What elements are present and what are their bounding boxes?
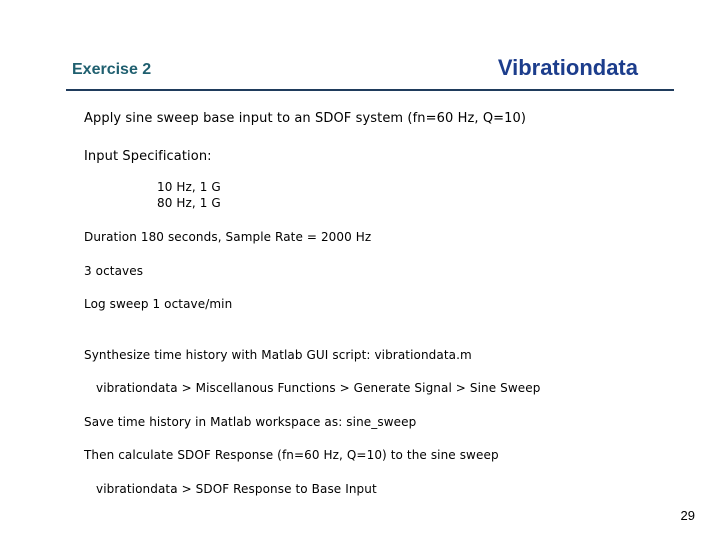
duration-text: Duration 180 seconds, Sample Rate = 2000 Hz bbox=[84, 230, 372, 244]
slide-title: Exercise 2 bbox=[72, 61, 152, 78]
sweep-text: Log sweep 1 octave/min bbox=[84, 297, 233, 311]
spec-line-2: 80 Hz, 1 G bbox=[157, 196, 221, 210]
calculate-instruction: Then calculate SDOF Response (fn=60 Hz, Q=10) to the sine sweep bbox=[84, 448, 499, 462]
brand-name: Vibrationdata bbox=[497, 55, 638, 80]
synthesize-text: Synthesize time history with Matlab GUI script: vibrationdata.m bbox=[84, 348, 472, 362]
menu-path-sdof-response: vibrationdata > SDOF Response to Base Input bbox=[96, 482, 377, 496]
input-spec-label: Input Specification: bbox=[84, 149, 212, 164]
spec-line-1: 10 Hz, 1 G bbox=[157, 180, 221, 194]
header-divider bbox=[66, 89, 674, 91]
menu-path-generate-signal: vibrationdata > Miscellanous Functions > Generate Signal > Sine Sweep bbox=[96, 381, 541, 395]
save-instruction: Save time history in Matlab workspace as: sine_sweep bbox=[84, 415, 417, 429]
octaves-text: 3 octaves bbox=[84, 264, 144, 278]
page-number: 29 bbox=[680, 508, 695, 523]
intro-text: Apply sine sweep base input to an SDOF system (fn=60 Hz, Q=10) bbox=[84, 111, 527, 126]
